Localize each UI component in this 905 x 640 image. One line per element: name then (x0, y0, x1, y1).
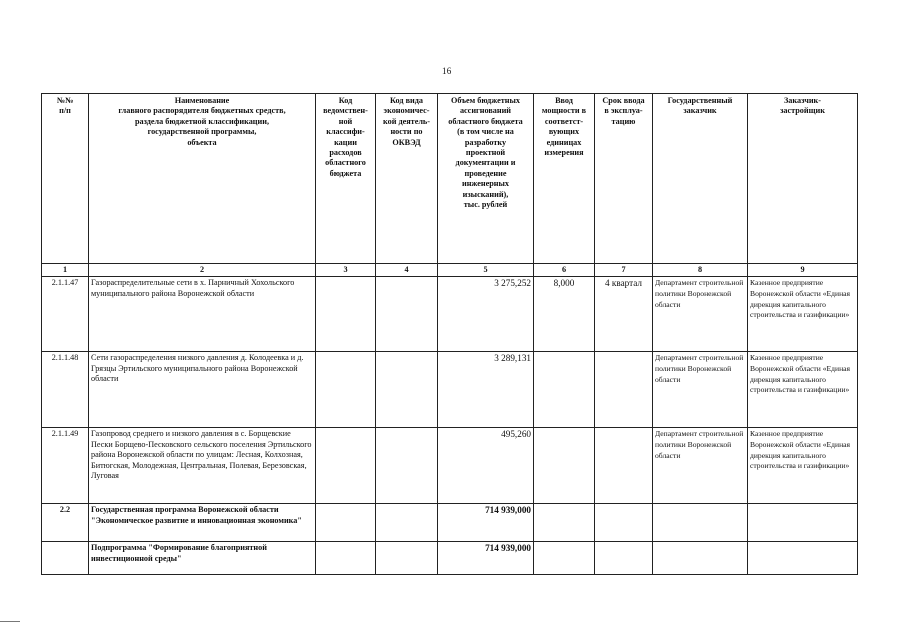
customer-cell (653, 504, 748, 542)
developer-cell (748, 542, 858, 575)
code-vedom-cell (316, 542, 376, 575)
code-okved-cell (376, 352, 438, 428)
row-number: 2.1.1.47 (42, 277, 89, 352)
term-cell (595, 352, 653, 428)
column-number: 4 (376, 264, 438, 277)
amount-cell: 495,260 (438, 428, 534, 504)
amount-cell: 714 939,000 (438, 504, 534, 542)
header-amount: Объем бюджетных ассигнований областного бюджета (в том числе на разработку проектной документации и проведение инженерных изысканий), тыс. рублей (438, 94, 534, 264)
table-row (42, 352, 858, 428)
header-developer: Заказчик- застройщик (748, 94, 858, 264)
column-number: 8 (653, 264, 748, 277)
program-name: Государственная программа Воронежской области "Экономическое развитие и инновационная экономика" (89, 504, 316, 542)
margin-mark (0, 621, 20, 622)
customer-cell (653, 542, 748, 575)
term-cell (595, 504, 653, 542)
term-cell: 4 квартал (595, 277, 653, 352)
object-name: Газопровод среднего и низкого давления в с. Борщевские Пески Борщево-Песковского сельского поселения Эртильского района Воронежской области по улицам: Лесная, Колхозная, Битюгская, Молодежная, Центральная, Полевая, Березовская, Луговая (89, 428, 316, 504)
column-number: 5 (438, 264, 534, 277)
budget-table (41, 93, 858, 575)
row-number: 2.1.1.48 (42, 352, 89, 428)
customer-cell: Департамент строительной политики Воронежской области (653, 428, 748, 504)
object-name: Газораспределительные сети в х. Парничный Хохольского муниципального района Воронежской области (89, 277, 316, 352)
capacity-cell (534, 352, 595, 428)
term-cell (595, 428, 653, 504)
header-row (42, 94, 858, 264)
column-numbers-row (42, 264, 858, 277)
amount-cell: 3 289,131 (438, 352, 534, 428)
column-number: 7 (595, 264, 653, 277)
header-capacity: Ввод мощности в соответст- вующих единицах измерения (534, 94, 595, 264)
column-number: 1 (42, 264, 89, 277)
table-row (42, 542, 858, 575)
header-name: Наименование главного распорядителя бюджетных средств, раздела бюджетной классификации, государственной программы, объекта (89, 94, 316, 264)
header-customer: Государственный заказчик (653, 94, 748, 264)
code-vedom-cell (316, 277, 376, 352)
code-vedom-cell (316, 428, 376, 504)
developer-cell: Казенное предприятие Воронежской области «Единая дирекция капитального строительства и газификации» (748, 277, 858, 352)
table-row (42, 504, 858, 542)
developer-cell (748, 504, 858, 542)
code-okved-cell (376, 504, 438, 542)
subprogram-name: Подпрограмма "Формирование благоприятной инвестиционной среды" (89, 542, 316, 575)
column-number: 3 (316, 264, 376, 277)
developer-cell: Казенное предприятие Воронежской области «Единая дирекция капитального строительства и газификации» (748, 352, 858, 428)
capacity-cell (534, 428, 595, 504)
code-okved-cell (376, 277, 438, 352)
header-code-okved: Код вида экономичес- кой деятель- ности по ОКВЭД (376, 94, 438, 264)
row-number: 2.2 (42, 504, 89, 542)
column-number: 2 (89, 264, 316, 277)
object-name: Сети газораспределения низкого давления д. Колодеевка и д. Грязцы Эртильского муниципального района Воронежской области (89, 352, 316, 428)
amount-cell: 3 275,252 (438, 277, 534, 352)
column-number: 9 (748, 264, 858, 277)
code-okved-cell (376, 428, 438, 504)
header-term: Срок ввода в эксплуа- тацию (595, 94, 653, 264)
amount-cell: 714 939,000 (438, 542, 534, 575)
code-vedom-cell (316, 504, 376, 542)
capacity-cell: 8,000 (534, 277, 595, 352)
developer-cell: Казенное предприятие Воронежской области «Единая дирекция капитального строительства и газификации» (748, 428, 858, 504)
page-number: 16 (442, 66, 452, 76)
customer-cell: Департамент строительной политики Воронежской области (653, 352, 748, 428)
header-code-vedom: Код ведомствен- ной классифи- кации расходов областного бюджета (316, 94, 376, 264)
term-cell (595, 542, 653, 575)
header-num: №№ п/п (42, 94, 89, 264)
code-okved-cell (376, 542, 438, 575)
row-number (42, 542, 89, 575)
table-row (42, 428, 858, 504)
table-row (42, 277, 858, 352)
column-number: 6 (534, 264, 595, 277)
row-number: 2.1.1.49 (42, 428, 89, 504)
customer-cell: Департамент строительной политики Воронежской области (653, 277, 748, 352)
code-vedom-cell (316, 352, 376, 428)
capacity-cell (534, 542, 595, 575)
capacity-cell (534, 504, 595, 542)
